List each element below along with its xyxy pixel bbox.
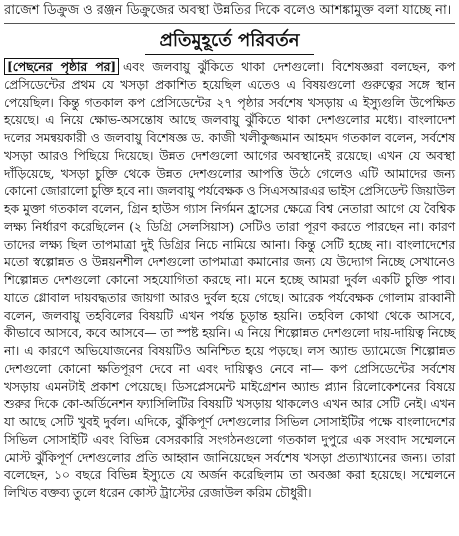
- article-text: এবং জলবায়ু ঝুঁকিতে থাকা দেশগুলো। বিশেষজ্ঞরা বলছেন, কপ প্রেসিডেন্টের প্রথম যে খসড়া প্রকাশিত হয়েছিল এতেও এ বিষয়গুলো গুরুত্বের সঙ্গে স্থান পেয়েছিল। কিন্তু গতকাল কপ প্রেসিডেন্টের ২৭ পৃষ্ঠার সর্বশেষ খসড়ায় এ ইস্যুগুলি উপেক্ষিত হয়েছে। এ নিয়ে ক্ষোভ-অসন্তোষ আছে জলবায়ু ঝুঁকিতে থাকা দেশগুলোর মধ্যে। বাংলাদেশ দলের সমন্বয়কারী ও জলবায়ু বিশেষজ্ঞ ড. কাজী খলীকুজ্জমান আহমদ গতকাল বলেন, সর্বশেষ খসড়া আরও পিছিয়ে দিয়েছে। উন্নত দেশগুলো আগের অবস্থানেই রয়েছে। এখন যে অবস্থা দাঁড়িয়েছে, খসড়া চুক্তি থেকে উন্নত দেশগুলোর আপত্তি উঠে গেলেও এটি আমাদের জন্য কোনো জোরালো চুক্তি হবে না। জলবায়ু পর্যবেক্ষক ও সিএসআরএর ভাইস প্রেসিডেন্ট জিয়াউল হক মুক্তা গতকাল বলেন, গ্রিন হাউস গ্যাস নির্গমন হ্রাসের ক্ষেত্রে বিশ্ব নেতারা আগে যে বৈশ্বিক লক্ষ্য নির্ধারণ করেছিলেন (২ ডিগ্রি সেলসিয়াস) সেটিও তারা পূরণ করতে পারছেন না। কারণ তাদের লক্ষ্য ছিল তাপমাত্রা দুই ডিগ্রির নিচে নামিয়ে আনা। কিন্তু সেটি হচ্ছে না। বাংলাদেশের মতো স্বল্পোন্নত ও উন্নয়নশীল দেশগুলো তাপমাত্রা কমানোর জন্য যে উদ্যোগ নিচ্ছে সেখানেও শিল্পোন্নত দেশগুলো কোনো সহযোগিতা করছে না। মনে হচ্ছে আমরা দুর্বল একটি চুক্তি পাব। যাতে গ্লোবাল দায়বদ্ধতার জায়গা আরও দুর্বল হয়ে গেছে। আরেক পর্যবেক্ষক গোলাম রাব্বানী বলেন, জলবায়ু তহবিলের বিষয়টি এখন পর্যন্ত চূড়ান্ত হয়নি। তহবিল কোথা থেকে আসবে, কীভাবে আসবে, কবে আসবে— তা স্পষ্ট হয়নি। এ নিয়ে শিল্পোন্নত দেশগুলো দায়-দায়িত্ব নিচ্ছে না। এ কারণে অভিযোজনের বিষয়টিও অনিশ্চিত হয়ে পড়ছে। লস অ্যান্ড ড্যামেজে শিল্পোন্নত দেশগুলো কোনো ক্ষতিপূরণ দেবে না এবং দায়িত্বও নেবে না— কপ প্রেসিডেন্টের সর্বশেষ খসড়ায় এমনটাই প্রকাশ পেয়েছে। ডিসপ্লেসমেন্ট মাইগ্রেশন অ্যান্ড প্ল্যান রিলোকেশনের বিষয়ে শুরুর দিকে কো-অর্ডিনেশন ফ্যাসিলিটির বিষয়টি খসড়ায় থাকলেও এখন আর সেটি নেই। এখন যা আছে সেটি খুবই দুর্বল। এদিকে, ঝুঁকিপূর্ণ দেশগুলোর সিভিল সোসাইটির পক্ষে বাংলাদেশের সিভিল সোসাইটি এবং বিভিন্ন বেসরকারি সংগঠনগুলো গতকাল দুপুরে এক সংবাদ সম্মেলনে মোস্ট ঝুঁকিপূর্ণ দেশগুলোর প্রতি আহ্বান জানিয়েছেন সর্বশেষ খসড়া প্রত্যাখ্যানের জন্য। তারা বলেছেন, ১০ বছরে বিভিন্ন ইস্যুতে যে অর্জন করেছিলাম তা অবজ্ঞা করা হয়েছে। সম্মেলনে লিখিত বক্তব্য তুলে ধরেন কোস্ট ট্রাস্টের রেজাউল করিম চৌধুরী।: [4, 59, 455, 500]
- headline-container: [4, 30, 455, 55]
- news-clipping: [0, 2, 459, 536]
- previous-story-line: রাজেশ ডিক্রুজ ও রঞ্জন ডিক্রুজের অবস্থা উন্নতির দিকে বলেও আশঙ্কামুক্ত বলা যাচ্ছে না।: [4, 2, 455, 24]
- headline: প্রতিমুহূর্তে পরিবর্তন: [145, 30, 313, 55]
- continuation-marker: [পেছনের পৃষ্ঠার পর]: [4, 58, 119, 75]
- article-body: [4, 58, 455, 502]
